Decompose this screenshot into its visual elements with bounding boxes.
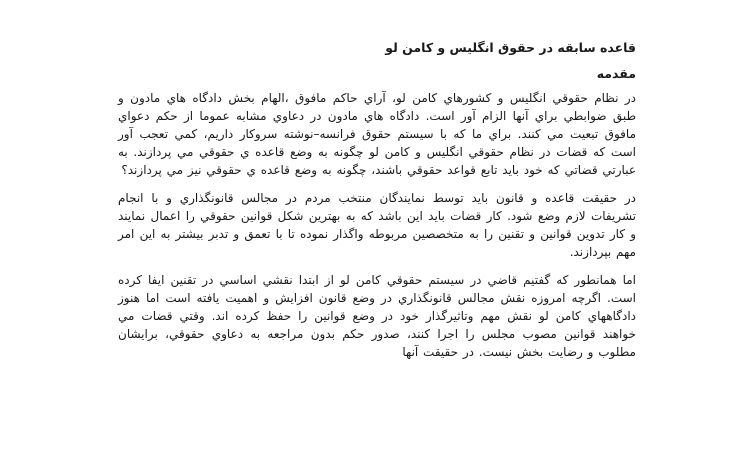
paragraph-3: اما همانطور که گفتيم قاضي در سيستم حقوقي کامن لو از ابتدا نقشي اساسي در تقنين ايفا کرده است. اگرچه امروزه نقش مجالس قانونگذاري در وضع قانون افزايش و اهميت يافته است اما هنوز دادگاههاي کامن لو نقش مهم وتاثيرگذار خود در وضع قوانين را حفظ کرده اند. وقتي قضات مي خواهند قوانين مصوب مجلس را اجرا کنند، صدور حکم بدون مراجعه به دعاوي حقوقي، برايشان مطلوب و رضايت بخش نيست. در حقيقت آنها bbox=[118, 273, 636, 359]
section-heading: مقدمه bbox=[596, 66, 636, 81]
document-title: قاعده سابقه در حقوق انگليس و کامن لو bbox=[385, 40, 636, 55]
paragraph-2: در حقيقت قاعده و قانون بايد توسط نمايندگان منتخب مردم در مجالس قانونگذاري و با انجام تشريفات لازم وضع شود. کار قضات بايد اين باشد که به بهترين شکل قوانين حقوقي را اعمال نمايند و کار تدوين قوانين و تقنين را به متخصصين مربوطه واگذار نموده تا با تعمق و تدبر بيشتر به اين امر مهم بپردازند. bbox=[118, 191, 636, 259]
paragraph-1: در نظام حقوقي انگليس و کشورهاي کامن لو، آراي حاکم مافوق ،الهام بخش دادگاه هاي مادون و طبق ضوابطي براي آنها الزام آور است. دادگاه هاي مادون در دعاوي مشابه عموما از حکم دعواي مافوق تبعيت مي کنند. براي ما که با سيستم حقوق فرانسه–نوشته سروکار داريم، کمي تعجب آور است که قضات در نظام حقوقي انگليس و کامن لو چگونه به وضع قاعده ي حقوقي مي پردازند. به عبارتي قضاتي که خود بايد تابع قواعد حقوقي باشند، چگونه به وضع قاعده ي حقوقي نيز مي پردازند؟ bbox=[118, 91, 636, 177]
document-body bbox=[118, 39, 636, 371]
